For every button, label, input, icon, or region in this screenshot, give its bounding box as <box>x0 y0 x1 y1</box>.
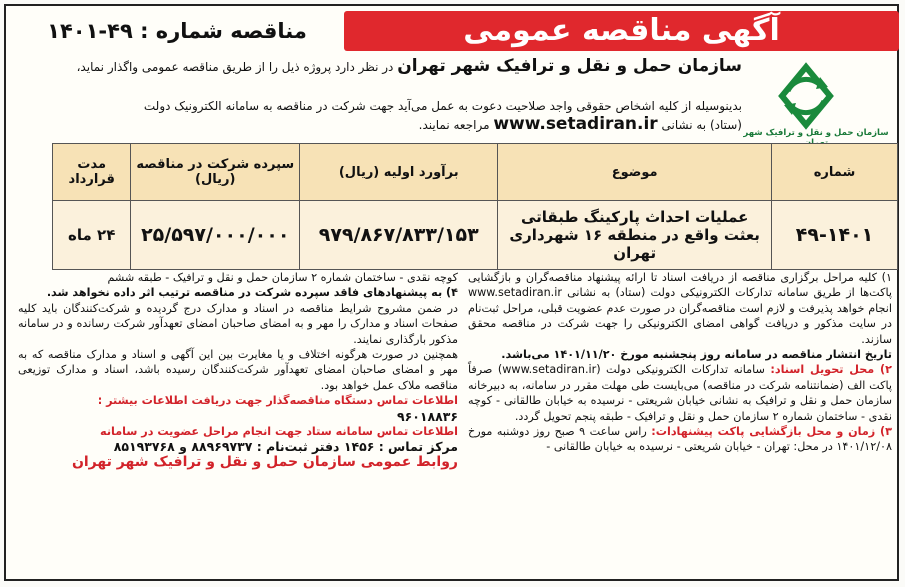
clause-3-continued: کوچه نقدی - ساختمان شماره ۲ سازمان حمل و نقل و ترافیک - طبقه ششم <box>107 271 458 284</box>
clause-3-title: ۳) زمان و محل بازگشایی پاکت پیشنهادات: <box>651 425 893 439</box>
table-header-row <box>53 144 898 201</box>
body-right-column <box>468 270 892 455</box>
conditions-note: در ضمن مشروح شرایط مناقصه در اسناد و مدارک درج گردیده و شرکت‌کنندگان باید کلیه صفحات اسناد و مدارک را مهر و به امضای صاحبان امضای تعهدآور شرکت رسانده و در سامانه مذکور بارگذاری نمایند. <box>18 301 458 346</box>
table-cell-deposit: ۲۵/۵۹۷/۰۰۰/۰۰۰ <box>131 201 300 270</box>
clause-3 <box>468 424 892 455</box>
table-cell-number: ۴۹-۱۴۰۱ <box>772 201 898 270</box>
tender-table <box>52 143 898 270</box>
table-cell-estimate: ۹۷۹/۸۶۷/۸۳۳/۱۵۳ <box>300 201 498 270</box>
table-cell-subject: عملیات احداث پارکینگ طبقاتی بعثت واقع در منطقه ۱۶ شهرداری تهران <box>498 201 772 270</box>
table-header: برآورد اولیه (ریال) <box>300 144 498 201</box>
table-header: سپرده شرکت در مناقصه (ریال) <box>131 144 300 201</box>
organization-name: سازمان حمل و نقل و ترافیک شهر تهران <box>397 56 742 76</box>
intro-line-2: بدینوسیله از کلیه اشخاص حقوقی واجد صلاحیت دعوت به عمل می‌آید جهت شرکت در مناقصه به سامانه الکترونیک دولت <box>143 99 742 113</box>
organization-logo-icon <box>758 61 854 131</box>
body-left-column <box>18 270 458 470</box>
table-header: شماره <box>772 144 898 201</box>
intro-line-1-rest: در نظر دارد پروژه ذیل را از طریق مناقصه عمومی واگذار نماید، <box>76 60 398 74</box>
discrepancy-note: همچنین در صورت هرگونه اختلاف و یا مغایرت بین این آگهی و اسناد و مدارک مناقصه که به مهر و امضای صاحبان امضای تعهدآور شرکت‌کنندگان رسیده باشد، اسناد و مدارک توزیعی مناقصه ملاک عمل خواهد بود. <box>18 348 458 392</box>
table-header: موضوع <box>498 144 772 201</box>
logo-caption: سازمان حمل و نقل و ترافیک شهر <box>743 128 889 138</box>
advert-title: آگهی مناقصه عمومی <box>344 11 899 51</box>
clause-4: ۴) به پیشنهادهای فاقد سپرده شرکت در مناقصه ترتیب اثر داده نخواهد شد. <box>46 286 458 300</box>
intro-line-3-pre: (ستاد) به نشانی <box>657 118 742 132</box>
intro-line-3-post: مراجعه نمایند. <box>418 118 494 132</box>
contact-organizer-title: اطلاعات تماس دستگاه مناقصه‌گذار جهت دریافت اطلاعات بیشتر : <box>97 394 458 408</box>
intro-line-3 <box>24 114 742 135</box>
clause-2-text: سامانه تدارکات الکترونیکی دولت (www.setadiran.ir) صرفاً پاکت الف (ضمانتنامه شرکت در مناقصه) می‌بایست طی مهلت مقرر در سامانه، به دبیرخانه سازمان حمل و نقل و ترافیک به نشانی خیابان شریعتی - نرسیده به خیابان طالقانی - کوچه نقدی - ساختمان شماره ۲ سازمان حمل و نقل و ترافیک - طبقه پنجم تحویل گردد. <box>468 363 892 423</box>
publish-date: تاریخ انتشار مناقصه در سامانه روز پنجشنبه مورخ ۱۴۰۱/۱۱/۲۰ می‌باشد. <box>501 348 892 362</box>
tender-number: مناقصه شماره : ۴۹-۱۴۰۱ <box>47 19 307 43</box>
intro-line-1 <box>24 58 742 76</box>
contact-organizer-phone: ۹۶۰۱۸۸۳۶ <box>396 408 458 424</box>
table-cell-duration: ۲۴ ماه <box>53 201 131 270</box>
setad-url-link[interactable]: www.setadiran.ir <box>493 114 658 134</box>
clause-2-title: ۲) محل تحویل اسناد: <box>770 363 892 377</box>
tender-advertisement <box>4 4 899 581</box>
table-row <box>53 201 898 270</box>
contact-setad-phones: مرکز تماس : ۱۴۵۶ دفتر ثبت‌نام : ۸۸۹۶۹۷۳۷ و ۸۵۱۹۳۷۶۸ <box>113 439 458 455</box>
table-header: مدت قرارداد <box>53 144 131 201</box>
clause-3-text: راس ساعت ۹ صبح روز دوشنبه مورخ ۱۴۰۱/۱۲/۰۸ در محل: تهران - خیابان شریعتی - نرسیده به خیابان طالقانی - <box>468 425 892 454</box>
contact-setad-title: اطلاعات تماس سامانه ستاد جهت انجام مراحل عضویت در سامانه <box>100 425 458 439</box>
clause-1: ۱) کلیه مراحل برگزاری مناقصه از دریافت اسناد تا ارائه پیشنهاد مناقصه‌گران و بازگشایی پاکت‌ها از طریق سامانه تدارکات الکترونیکی دولت (ستاد) به نشانی www.setadiran.ir انجام خواهد پذیرفت و لازم است مناقصه‌گران در صورت عدم عضویت قبلی، مراحل ثبت‌نام در سایت مذکور و دریافت گواهی امضای الکترونیکی را جهت شرکت در مناقصه محقق سازند. <box>468 271 892 346</box>
clause-2 <box>468 362 892 424</box>
public-relations-footer: روابط عمومی سازمان حمل و نقل و ترافیک شهر تهران <box>71 453 458 470</box>
